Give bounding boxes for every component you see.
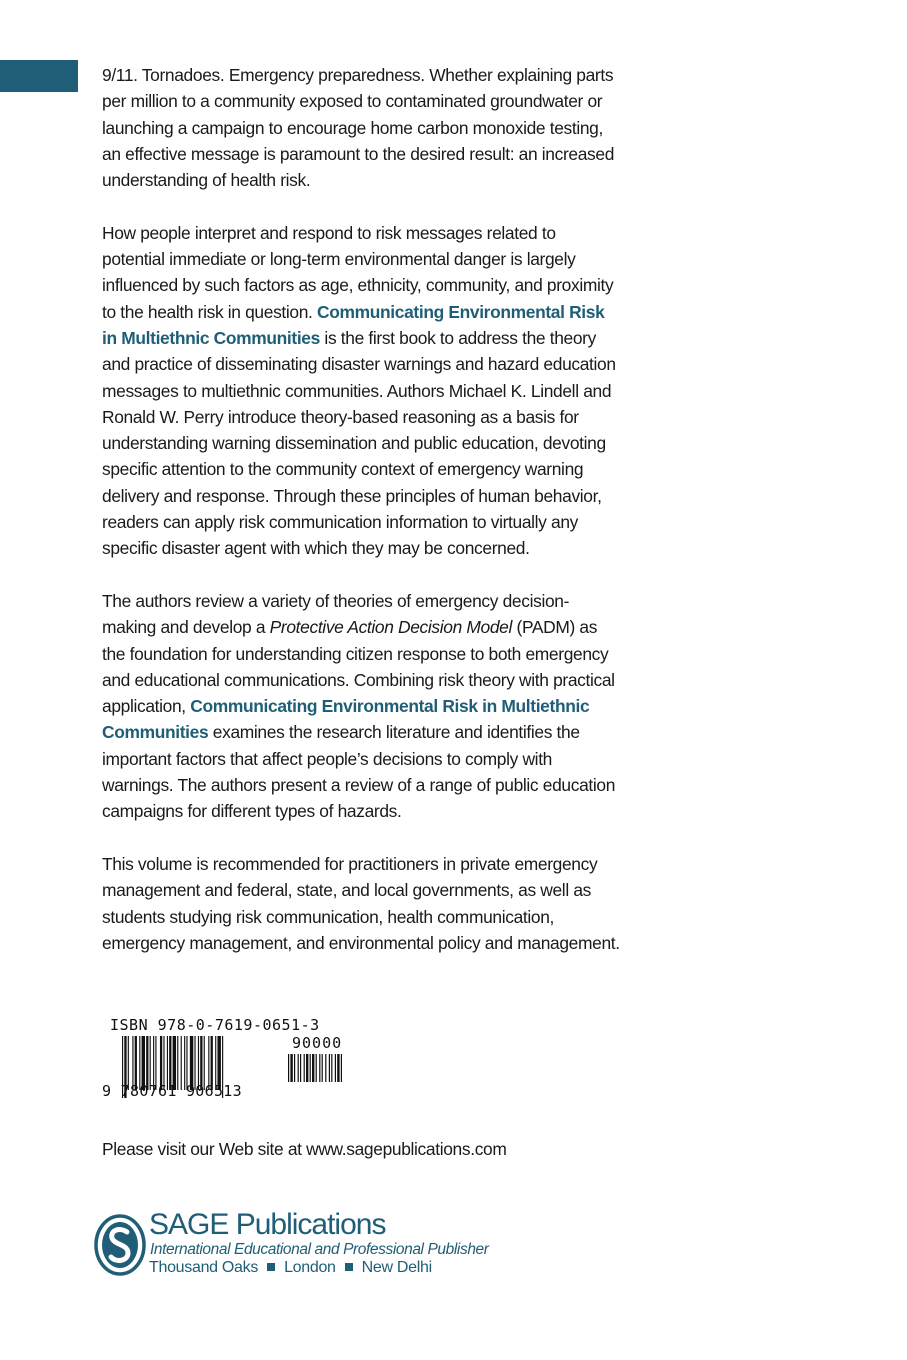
sage-logo-icon (94, 1214, 146, 1276)
back-cover-description (102, 62, 622, 982)
city: London (284, 1259, 336, 1276)
website-text: Please visit our Web site at www.sagepublications.com (102, 1139, 507, 1159)
addon-bar (288, 1054, 289, 1082)
addon-bar (298, 1054, 299, 1082)
paragraph-intro: 9/11. Tornadoes. Emergency preparedness. Whether explaining parts per million to a community exposed to contaminated groundwater or launching a campaign to encourage home carbon monoxide testing, an effective message is paramount to the desired result: an increased understanding of health risk. (102, 65, 615, 191)
paragraph-padm: The authors review a variety of theories of emergency decision-making and develop a Protective Action Decision Model (PADM) as the foundation for understanding citizen response to both emergency and educational communications. Combining risk theory with practical application, Communicating Environmental Risk in Multiethnic Communities examines the research literature and identifies the important factors that affect people’s decisions to comply with warnings. The authors present a review of a range of public education campaigns for different types of hazards. (102, 590, 616, 822)
addon-bar (304, 1054, 305, 1082)
isbn-label: ISBN 978-0-7619-0651-3 (110, 1016, 320, 1034)
addon-bar (341, 1054, 342, 1082)
publisher-tagline: International Educational and Professional Publisher (150, 1241, 489, 1258)
accent-bar (0, 60, 78, 92)
addon-bar (312, 1054, 314, 1082)
city: New Delhi (361, 1259, 432, 1276)
price-code: 90000 (292, 1034, 343, 1052)
model-name: Protective Action Decision Model (269, 617, 513, 638)
addon-bar (331, 1054, 332, 1082)
addon-bar (316, 1054, 317, 1082)
book-title: Communicating Environmental Risk in Multiethnic Communities (102, 696, 590, 743)
isbn-barcode (102, 1016, 372, 1106)
publisher-name: SAGE Publications (149, 1208, 386, 1241)
book-title: Communicating Environmental Risk in Multiethnic Communities (102, 301, 605, 348)
addon-bar (337, 1054, 339, 1082)
addon-bar (329, 1054, 330, 1082)
barcode-digits: 9 780761 906513 (102, 1082, 242, 1100)
addon-bar (294, 1054, 295, 1082)
addon-bar (290, 1054, 292, 1082)
separator-square-icon (345, 1263, 353, 1271)
publisher-cities (149, 1259, 432, 1277)
addon-bar (322, 1054, 323, 1082)
city: Thousand Oaks (149, 1259, 259, 1276)
paragraph-overview: How people interpret and respond to risk messages related to potential immediate or long-term environmental danger is largely influenced by such factors as age, ethnicity, community, and proximity to the health risk in question. Communicating Environmental Risk in Multiethnic Communities is the first book to address the theory and practice of disseminating disaster warnings and hazard education messages to multiethnic communities. Authors Michael K. Lindell and Ronald W. Perry introduce theory-based reasoning as a basis for understanding warning dissemination and public education, devoting specific attention to the community context of emergency warning delivery and response. Through these principles of human behavior, readers can apply risk communication information to virtually any specific disaster agent with which they may be concerned. (102, 222, 616, 559)
addon-bar (300, 1054, 301, 1082)
addon-bar (319, 1054, 320, 1082)
separator-square-icon (267, 1263, 275, 1271)
addon-bar (335, 1054, 336, 1082)
paragraph-audience: This volume is recommended for practitioners in private emergency management and federal, state, and local governments, as well as students studying risk communication, health communication, emergency management, and environmental policy and management. (102, 853, 620, 953)
addon-bar (325, 1054, 326, 1082)
addon-bar (310, 1054, 311, 1082)
addon-bar (306, 1054, 308, 1082)
